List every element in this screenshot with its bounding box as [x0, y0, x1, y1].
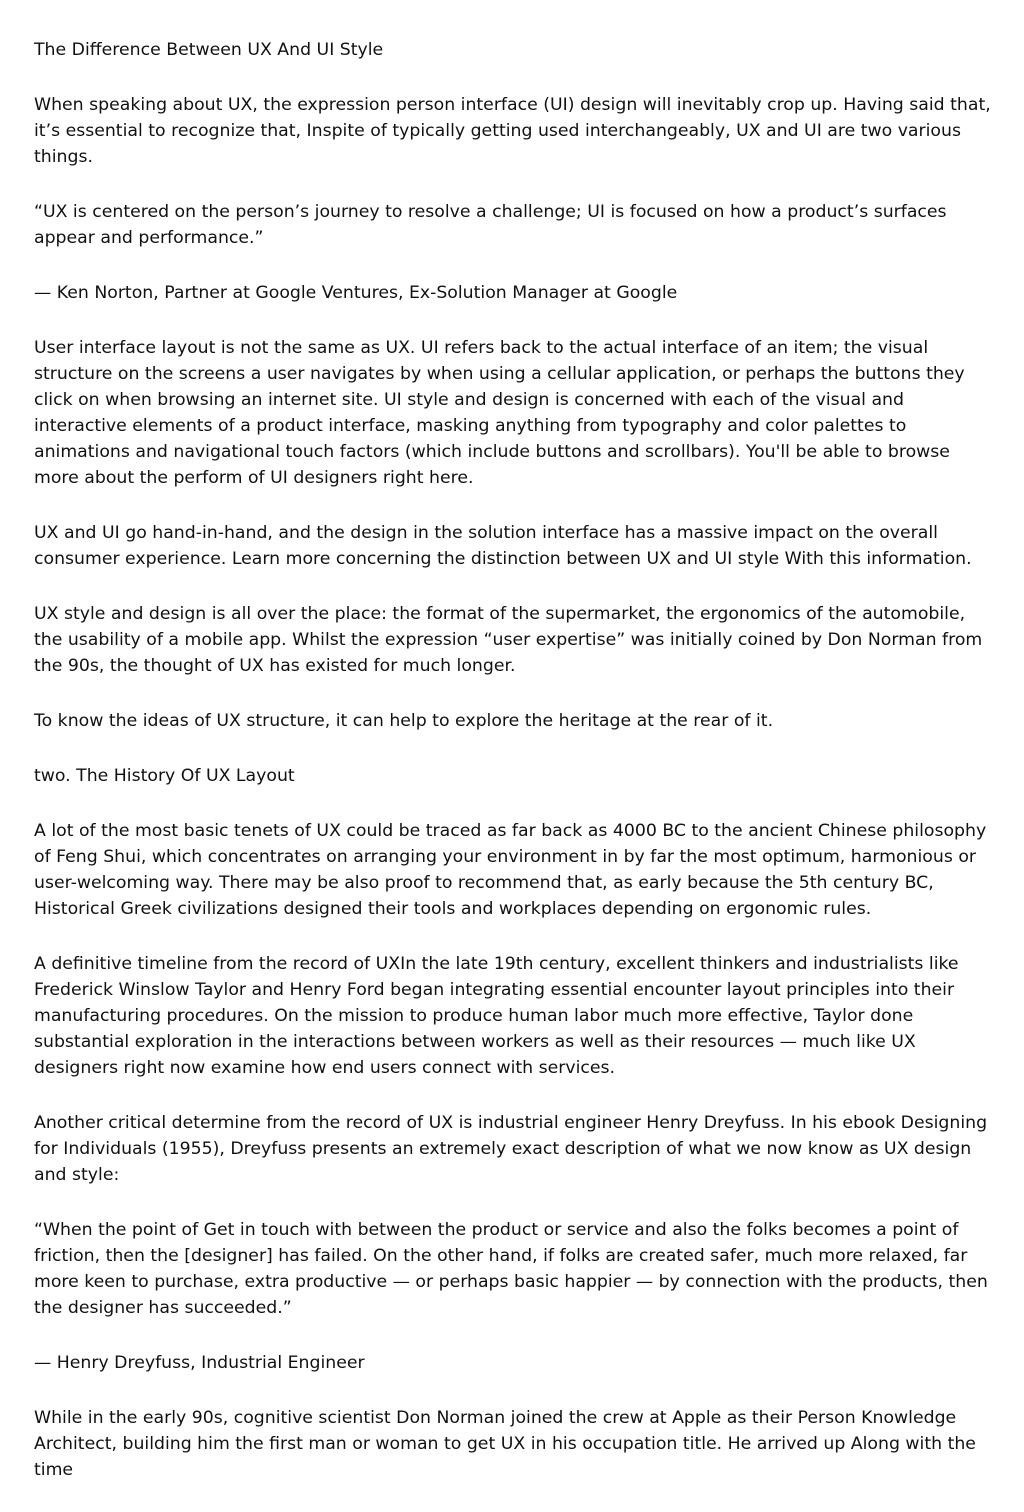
section-heading-history: two. The History Of UX Layout [34, 766, 295, 786]
document-body [34, 37, 996, 1512]
quote-dreyfuss: “When the point of Get in touch with between the product or service and also the folks becomes a point of friction, then the [designer] has failed. On the other hand, if folks are created safer, much more relaxed, far more keen to purchase, extra productive — or perhaps basic happier — by connection with the products, then the designer has succeeded.” [34, 1220, 988, 1318]
paragraph-ui-definition: User interface layout is not the same as UX. UI refers back to the actual interface of an item; the visual structure on the screens a user navigates by when using a cellular application, or perhaps the buttons they click on when browsing an internet site. UI style and design is concerned with each of the visual and interactive elements of a product interface, masking anything from typography and color palettes to animations and navigational touch factors (which include buttons and scrollbars). You'll be able to browse more about the perform of UI designers right here. [34, 338, 965, 488]
paragraph-ux-everywhere: UX style and design is all over the place: the format of the supermarket, the ergonomics of the automobile, the usability of a mobile app. Whilst the expression “user expertise” was initially coined by Don Norman from the 90s, the thought of UX has existed for much longer. [34, 604, 983, 676]
paragraph-ux-ui-hand-in-hand: UX and UI go hand-in-hand, and the design in the solution interface has a massive impact on the overall consumer experience. Learn more concerning the distinction between UX and UI style With this information. [34, 523, 972, 569]
paragraph-feng-shui: A lot of the most basic tenets of UX could be traced as far back as 4000 BC to the ancient Chinese philosophy of Feng Shui, which concentrates on arranging your environment in by far the most optimum, harmonious or user-welcoming way. There may be also proof to recommend that, as early because the 5th century BC, Historical Greek civilizations designed their tools and workplaces depending on ergonomic rules. [34, 821, 987, 919]
paragraph-intro: When speaking about UX, the expression person interface (UI) design will inevitably crop up. Having said that, it’s essential to recognize that, Inspite of typically getting used interchangeably, UX and UI are two various things. [34, 95, 991, 167]
quote-attribution-dreyfuss: — Henry Dreyfuss, Industrial Engineer [34, 1353, 365, 1373]
quote-attribution-ken-norton: — Ken Norton, Partner at Google Ventures, Ex-Solution Manager at Google [34, 283, 678, 303]
paragraph-timeline: A definitive timeline from the record of UXIn the late 19th century, excellent thinkers and industrialists like Frederick Winslow Taylor and Henry Ford began integrating essential encounter layout principles into their manufacturing procedures. On the mission to produce human labor much more effective, Taylor done substantial exploration in the interactions between workers as well as their resources — much like UX designers right now examine how end users connect with services. [34, 954, 959, 1078]
paragraph-heritage: To know the ideas of UX structure, it can help to explore the heritage at the rear of it. [34, 711, 774, 731]
paragraph-dreyfuss: Another critical determine from the record of UX is industrial engineer Henry Dreyfuss. In his ebook Designing for Individuals (1955), Dreyfuss presents an extremely exact description of what we now know as UX design and style: [34, 1113, 988, 1185]
section-heading-ux-vs-ui: The Difference Between UX And UI Style [34, 40, 384, 60]
paragraph-don-norman: While in the early 90s, cognitive scientist Don Norman joined the crew at Apple as their Person Knowledge Architect, building him the first man or woman to get UX in his occupation title. He arrived up Along with the time [34, 1408, 976, 1480]
quote-ken-norton: “UX is centered on the person’s journey to resolve a challenge; UI is focused on how a product’s surfaces appear and performance.” [34, 202, 947, 248]
